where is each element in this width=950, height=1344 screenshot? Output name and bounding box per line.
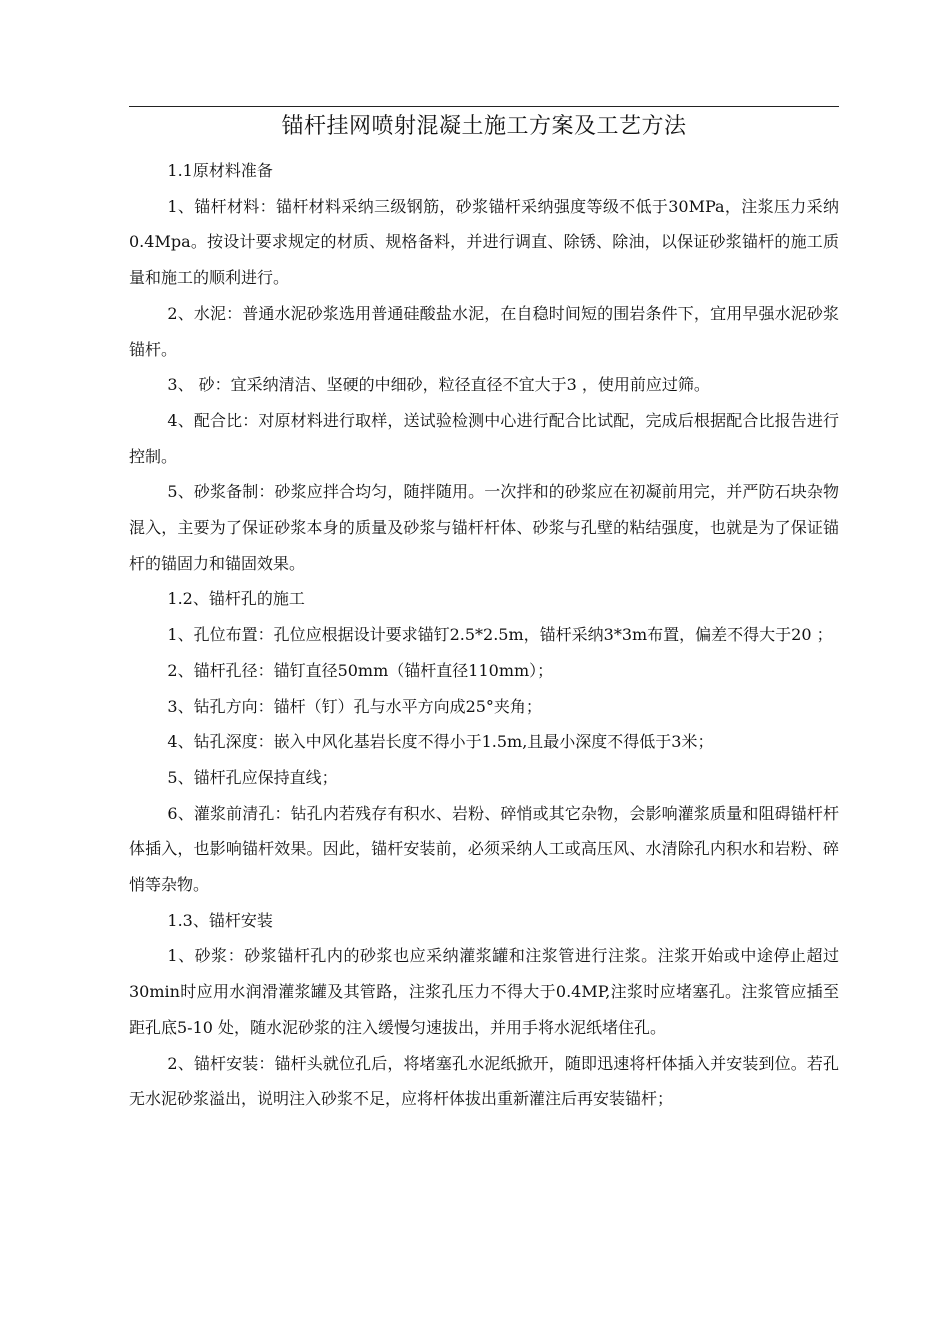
paragraph-anchor-material: 1、锚杆材料：锚杆材料采纳三级钢筋，砂浆锚杆采纳强度等级不低于30MPa，注浆压力采纳0.4Mpa。按设计要求规定的材质、规格备料，并进行调直、除锈、除油，以保证砂浆锚杆的施工质量和施工的顺利进行。 bbox=[129, 196, 839, 288]
paragraph-grouting: 1、砂浆：砂浆锚杆孔内的砂浆也应采纳灌浆罐和注浆管进行注浆。注浆开始或中途停止超过30min时应用水润滑灌浆罐及其管路，注浆孔压力不得大于0.4MP,注浆时应堵塞孔。注浆管应插至距孔底5-10 处，随水泥砂浆的注入缓慢匀速拔出，并用手将水泥纸堵住孔。 bbox=[129, 946, 839, 1037]
document-body bbox=[129, 153, 839, 1117]
document-title: 锚杆挂网喷射混凝土施工方案及工艺方法 bbox=[281, 114, 687, 139]
section-heading-1-3: 1.3、锚杆安装 bbox=[167, 910, 273, 930]
paragraph-hole-diameter: 2、锚杆孔径：锚钉直径50mm（锚杆直径110mm）； bbox=[167, 660, 554, 680]
section-heading-1-2: 1.2、锚杆孔的施工 bbox=[167, 589, 305, 609]
paragraph-cement: 2、水泥：普通水泥砂浆选用普通硅酸盐水泥，在自稳时间短的围岩条件下，宜用早强水泥砂浆锚杆。 bbox=[129, 303, 839, 359]
paragraph-sand: 3、 砂：宜采纳清洁、坚硬的中细砂，粒径直径不宜大于3 ，使用前应过筛。 bbox=[167, 375, 710, 395]
paragraph-drill-depth: 4、钻孔深度：嵌入中风化基岩长度不得小于1.5m,且最小深度不得低于3米； bbox=[167, 732, 714, 752]
paragraph-mortar-prep: 5、砂浆备制：砂浆应拌合均匀，随拌随用。一次拌和的砂浆应在初凝前用完，并严防石块杂物混入，主要为了保证砂浆本身的质量及砂浆与锚杆杆体、砂浆与孔壁的粘结强度，也就是为了保证锚杆的锚固力和锚固效果。 bbox=[129, 482, 839, 573]
section-heading-1-1: 1.1原材料准备 bbox=[167, 161, 273, 180]
paragraph-anchor-installation: 2、锚杆安装：锚杆头就位孔后，将堵塞孔水泥纸掀开，随即迅速将杆体插入并安装到位。若孔无水泥砂浆溢出，说明注入砂浆不足，应将杆体拔出重新灌注后再安装锚杆； bbox=[129, 1053, 839, 1109]
header-rule bbox=[129, 106, 839, 107]
paragraph-hole-layout: 1、孔位布置：孔位应根据设计要求锚钉2.5*2.5m，锚杆采纳3*3m布置，偏差不得大于20 ； bbox=[167, 625, 833, 645]
paragraph-mix-ratio: 4、配合比：对原材料进行取样，送试验检测中心进行配合比试配，完成后根据配合比报告进行控制。 bbox=[129, 410, 839, 466]
paragraph-straight-hole: 5、锚杆孔应保持直线； bbox=[167, 767, 338, 787]
paragraph-hole-cleaning: 6、灌浆前清孔：钻孔内若残存有积水、岩粉、碎悄或其它杂物，会影响灌浆质量和阻碍锚杆杆体插入，也影响锚杆效果。因此，锚杆安装前，必须采纳人工或高压风、水清除孔内积水和岩粉、碎悄等杂物。 bbox=[129, 803, 839, 895]
paragraph-drill-direction: 3、钻孔方向：锚杆（钉）孔与水平方向成25°夹角； bbox=[167, 696, 542, 716]
